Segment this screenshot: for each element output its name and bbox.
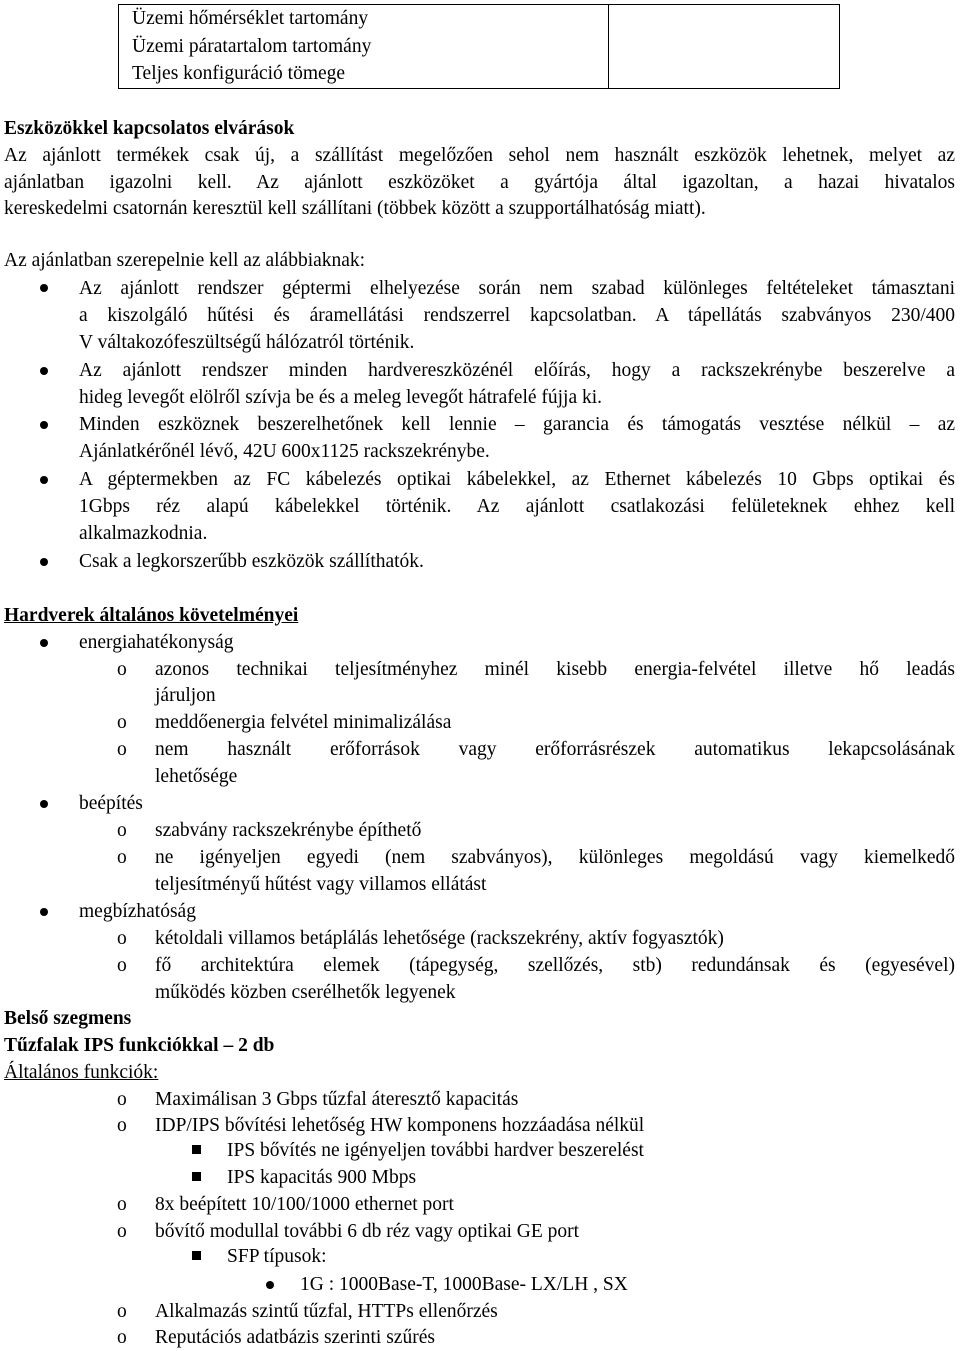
hw-item: ne igényeljen egyedi (nem szabványos), különleges megoldású vagy kiemelkedő xyxy=(155,847,955,868)
general-item: Alkalmazás szintű tűzfal, HTTPs ellenőrzés xyxy=(155,1301,498,1322)
firewall-heading: Tűzfalak IPS funkciókkal – 2 db xyxy=(4,1035,275,1056)
offer-bullet-line: alkalmazkodnia. xyxy=(79,523,208,544)
table-cell-labels xyxy=(119,5,609,89)
hw-item: nem használt erőforrások vagy erőforrásrészek automatikus lekapcsolásának xyxy=(155,739,955,760)
spec-table xyxy=(118,4,840,89)
table-cell-values xyxy=(609,5,840,89)
general-item: 1G : 1000Base-T, 1000Base- LX/LH , SX xyxy=(300,1274,628,1295)
hw-item: kétoldali villamos betáplálás lehetősége (rackszekrény, aktív fogyasztók) xyxy=(155,928,724,949)
table-row-label: Üzemi hőmérséklet tartomány xyxy=(132,8,369,29)
circle-bullet-icon: o xyxy=(117,1301,127,1322)
bullet-icon xyxy=(40,367,48,375)
table-row-label: Üzemi páratartalom tartomány xyxy=(132,35,372,57)
circle-bullet-icon: o xyxy=(117,712,127,733)
offer-bullet-line: Ajánlatkérőnél lévő, 42U 600x1125 rackszekrénybe. xyxy=(79,441,490,462)
inner-heading: Belső szegmens xyxy=(4,1008,132,1029)
circle-bullet-icon: o xyxy=(117,928,127,949)
circle-bullet-icon: o xyxy=(117,659,127,680)
hw-item: azonos technikai teljesítményhez minél kisebb energia-felvétel illetve hő leadás xyxy=(155,659,955,680)
general-item: 8x beépített 10/100/1000 ethernet port xyxy=(155,1194,454,1215)
offer-bullet-line: Minden eszköznek beszerelhetőnek kell lennie – garancia és támogatás vesztése nélkül – az xyxy=(79,414,955,435)
offer-bullet-line: Az ajánlott rendszer minden hardvereszközénél előírás, hogy a rackszekrénybe beszerelve a xyxy=(79,360,955,381)
bullet-icon xyxy=(40,421,48,429)
general-item: SFP típusok: xyxy=(227,1246,327,1267)
hw-item: megbízhatóság xyxy=(79,901,196,922)
square-bullet-icon xyxy=(192,1251,201,1260)
table-row-label: Teljes konfiguráció tömege xyxy=(132,63,346,84)
offer-bullet-line: A géptermekben az FC kábelezés optikai kábelekkel, az Ethernet kábelezés 10 Gbps optikai és xyxy=(79,469,955,490)
circle-bullet-icon: o xyxy=(117,1194,127,1215)
hw-item: járuljon xyxy=(155,685,216,706)
hw-item: fő architektúra elemek (tápegység, szellőzés, stb) redundánsak és (egyesével) xyxy=(155,955,955,976)
hw-item: működés közben cserélhetők legyenek xyxy=(155,982,456,1003)
bullet-icon xyxy=(40,639,48,647)
general-item: bővítő modullal további 6 db réz vagy optikai GE port xyxy=(155,1221,580,1242)
circle-bullet-icon: o xyxy=(117,739,127,760)
circle-bullet-icon: o xyxy=(117,1089,127,1110)
hw-item: szabvány rackszekrénybe építhető xyxy=(155,820,422,841)
circle-bullet-icon: o xyxy=(117,847,127,868)
offer-intro: Az ajánlatban szerepelnie kell az alábbiaknak: xyxy=(4,250,366,271)
square-bullet-icon xyxy=(192,1145,201,1154)
circle-bullet-icon: o xyxy=(117,955,127,976)
offer-bullet-line: a kiszolgáló hűtési és áramellátási rendszerrel kapcsolatban. A tápellátás szabványos 230/400 xyxy=(79,305,955,326)
general-heading: Általános funkciók: xyxy=(4,1062,159,1083)
devices-paragraph-line: kereskedelmi csatornán keresztül kell szállítani (többek között a szupportálhatóság miatt). xyxy=(4,198,706,219)
general-item: IDP/IPS bővítési lehetőség HW komponens hozzáadása nélkül xyxy=(155,1115,645,1136)
circle-bullet-icon: o xyxy=(117,820,127,841)
hw-item: meddőenergia felvétel minimalizálása xyxy=(155,712,452,733)
circle-bullet-icon: o xyxy=(117,1115,127,1136)
bullet-icon xyxy=(266,1281,274,1289)
hw-item: beépítés xyxy=(79,793,143,814)
general-item: IPS bővítés ne igényeljen további hardver beszerelést xyxy=(227,1140,644,1161)
table-row xyxy=(119,5,840,89)
circle-bullet-icon: o xyxy=(117,1327,127,1348)
offer-bullet-line: Az ajánlott rendszer géptermi elhelyezése során nem szabad különleges feltételeket támasztani xyxy=(79,278,955,299)
bullet-icon xyxy=(40,476,48,484)
circle-bullet-icon: o xyxy=(117,1221,127,1242)
bullet-icon xyxy=(40,558,48,566)
bullet-icon xyxy=(40,908,48,916)
offer-bullet-line: Csak a legkorszerűbb eszközök szállíthatók. xyxy=(79,551,424,572)
devices-paragraph-line: Az ajánlott termékek csak új, a szállítást megelőzően sehol nem használt eszközök lehetnek, melyet az xyxy=(4,145,955,166)
hw-item: teljesítményű hűtést vagy villamos ellátást xyxy=(155,874,487,895)
general-item: Reputációs adatbázis szerinti szűrés xyxy=(155,1327,435,1348)
hw-item: lehetősége xyxy=(155,766,238,787)
general-item: IPS kapacitás 900 Mbps xyxy=(227,1167,417,1188)
hw-item: energiahatékonyság xyxy=(79,632,234,653)
devices-paragraph-line: ajánlatban igazolni kell. Az ajánlott eszközöket a gyártója által igazoltan, a hazai hivatalos xyxy=(4,172,955,193)
offer-bullet-line: 1Gbps réz alapú kábelekkel történik. Az ajánlott csatlakozási felületeknek ehhez kell xyxy=(79,496,955,517)
bullet-icon xyxy=(40,284,48,292)
general-item: Maximálisan 3 Gbps tűzfal áteresztő kapacitás xyxy=(155,1089,519,1110)
bullet-icon xyxy=(40,800,48,808)
hw-heading: Hardverek általános követelményei xyxy=(4,605,299,626)
square-bullet-icon xyxy=(192,1172,201,1181)
offer-bullet-line: V váltakozófeszültségű hálózatról történik. xyxy=(79,332,415,353)
devices-heading: Eszközökkel kapcsolatos elvárások xyxy=(4,118,295,139)
offer-bullet-line: hideg levegőt elölről szívja be és a meleg levegőt hátrafelé fújja ki. xyxy=(79,387,603,408)
